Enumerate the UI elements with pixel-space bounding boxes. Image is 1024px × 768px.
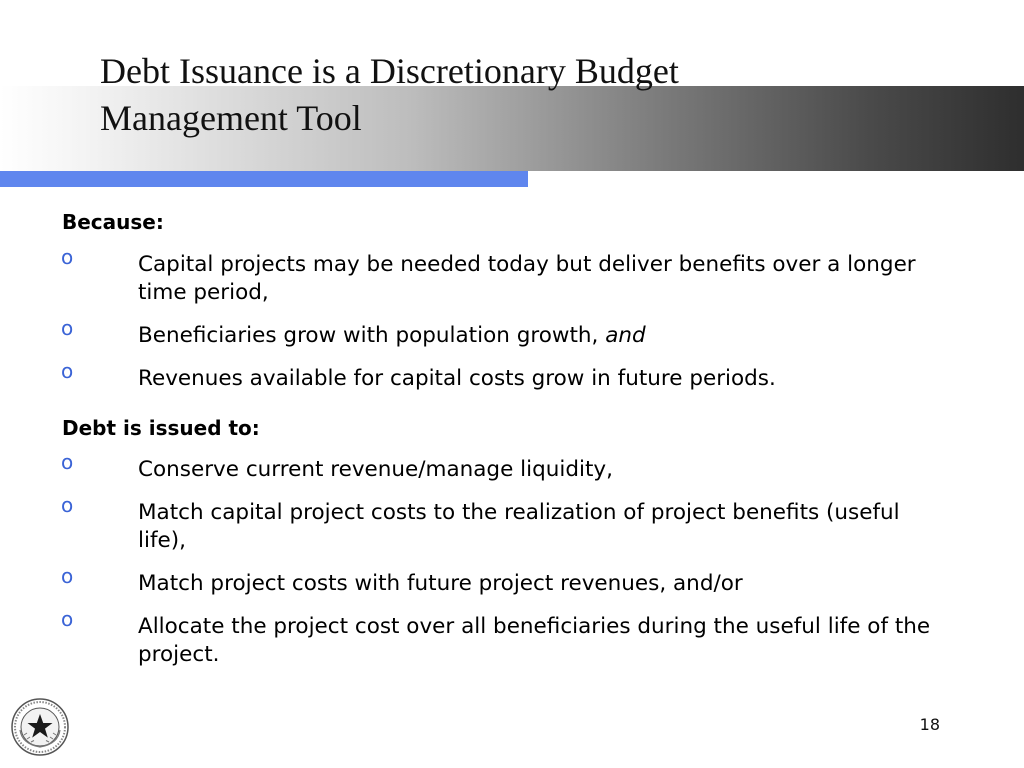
bullet-marker: o (61, 359, 74, 383)
bullet-marker: o (61, 450, 74, 474)
section-heading-because: Because: (62, 210, 164, 234)
list-item (0, 450, 938, 484)
bullet-marker: o (61, 316, 74, 340)
list-item (0, 245, 938, 307)
seal-graphic (10, 697, 70, 757)
list-item (0, 359, 938, 393)
bullet-text: Match project costs with future project revenues, and/or (138, 571, 743, 596)
section-heading-debt-issued: Debt is issued to: (62, 416, 260, 440)
texas-state-seal-icon (10, 697, 70, 757)
bullet-marker: o (61, 564, 74, 588)
because-bullet-list (0, 245, 1024, 393)
accent-bar (0, 171, 528, 187)
debt-issued-bullet-list (0, 450, 1024, 669)
bullet-text-emphasis: and (605, 323, 646, 348)
bullet-text: Conserve current revenue/manage liquidity, (138, 457, 613, 482)
bullet-marker: o (61, 245, 74, 269)
slide-title (100, 48, 860, 142)
bullet-marker: o (61, 607, 74, 631)
bullet-text-main: Beneficiaries grow with population growth, (138, 323, 606, 348)
bullet-text: Capital projects may be needed today but deliver benefits over a longer time period, (138, 252, 916, 305)
slide-title-line-1: Debt Issuance is a Discretionary Budget (100, 51, 679, 91)
list-item (0, 564, 938, 598)
bullet-marker: o (61, 493, 74, 517)
bullet-text: Allocate the project cost over all beneficiaries during the useful life of the project. (138, 614, 931, 667)
bullet-text: Revenues available for capital costs grow in future periods. (138, 366, 776, 391)
bullet-text (138, 323, 646, 348)
list-item (0, 316, 938, 350)
list-item (0, 493, 938, 555)
slide-title-line-2: Management Tool (100, 98, 362, 138)
bullet-text: Match capital project costs to the realization of project benefits (useful life), (138, 500, 900, 553)
page-number: 18 (919, 715, 940, 734)
list-item (0, 607, 938, 669)
